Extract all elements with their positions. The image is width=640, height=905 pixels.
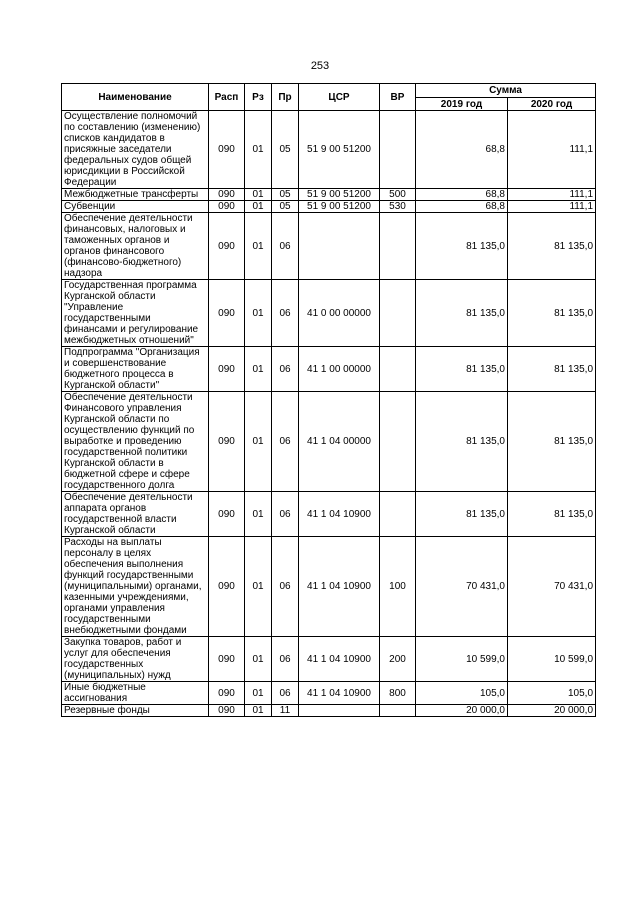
cell-2020: 20 000,0 — [508, 705, 596, 717]
cell-vr: 500 — [380, 189, 416, 201]
cell-csr: 41 1 04 10900 — [299, 682, 380, 705]
cell-pr: 06 — [272, 392, 299, 492]
cell-name: Обеспечение деятельности аппарата органов государственной власти Курганской области — [62, 492, 209, 537]
table-row — [62, 280, 596, 347]
cell-rz: 01 — [245, 201, 272, 213]
cell-rasp: 090 — [209, 347, 245, 392]
cell-vr: 800 — [380, 682, 416, 705]
header-sum: Сумма — [416, 84, 596, 98]
cell-pr: 05 — [272, 111, 299, 189]
cell-pr: 11 — [272, 705, 299, 717]
table-row — [62, 347, 596, 392]
cell-2020: 70 431,0 — [508, 537, 596, 637]
cell-2020: 105,0 — [508, 682, 596, 705]
cell-vr: 530 — [380, 201, 416, 213]
cell-rasp: 090 — [209, 637, 245, 682]
table-row — [62, 189, 596, 201]
cell-2019: 68,8 — [416, 189, 508, 201]
table-body — [62, 111, 596, 717]
cell-csr: 41 1 00 00000 — [299, 347, 380, 392]
cell-2019: 81 135,0 — [416, 280, 508, 347]
cell-vr — [380, 392, 416, 492]
cell-vr — [380, 111, 416, 189]
table-row — [62, 492, 596, 537]
cell-csr: 41 1 04 10900 — [299, 637, 380, 682]
cell-2019: 70 431,0 — [416, 537, 508, 637]
header-rasp: Расп — [209, 84, 245, 111]
cell-2020: 111,1 — [508, 189, 596, 201]
cell-rz: 01 — [245, 492, 272, 537]
cell-name: Резервные фонды — [62, 705, 209, 717]
cell-csr: 51 9 00 51200 — [299, 189, 380, 201]
cell-2020: 10 599,0 — [508, 637, 596, 682]
cell-csr: 41 0 00 00000 — [299, 280, 380, 347]
cell-vr — [380, 347, 416, 392]
budget-table — [61, 83, 596, 717]
cell-2019: 20 000,0 — [416, 705, 508, 717]
page-number: 253 — [310, 60, 330, 72]
cell-csr — [299, 705, 380, 717]
cell-rasp: 090 — [209, 392, 245, 492]
cell-pr: 05 — [272, 201, 299, 213]
table-row — [62, 682, 596, 705]
cell-2019: 105,0 — [416, 682, 508, 705]
cell-rz: 01 — [245, 189, 272, 201]
cell-2020: 81 135,0 — [508, 492, 596, 537]
cell-vr — [380, 280, 416, 347]
cell-2019: 81 135,0 — [416, 392, 508, 492]
header-vr: ВР — [380, 84, 416, 111]
cell-rz: 01 — [245, 347, 272, 392]
cell-name: Закупка товаров, работ и услуг для обеспечения государственных (муниципальных) нужд — [62, 637, 209, 682]
cell-csr: 41 1 04 10900 — [299, 537, 380, 637]
cell-rasp: 090 — [209, 537, 245, 637]
cell-vr — [380, 492, 416, 537]
cell-rz: 01 — [245, 537, 272, 637]
cell-pr: 05 — [272, 189, 299, 201]
cell-rz: 01 — [245, 111, 272, 189]
cell-csr — [299, 213, 380, 280]
cell-rz: 01 — [245, 682, 272, 705]
cell-pr: 06 — [272, 637, 299, 682]
cell-2019: 10 599,0 — [416, 637, 508, 682]
cell-name: Обеспечение деятельности Финансового управления Курганской области по осуществлению функций по выработке и проведению государственной политики Курганской области в бюджетной сфере и сфере государственного долга — [62, 392, 209, 492]
cell-name: Осуществление полномочий по составлению (изменению) списков кандидатов в присяжные заседатели федеральных судов общей юрисдикции в Российской Федерации — [62, 111, 209, 189]
cell-rz: 01 — [245, 637, 272, 682]
cell-2020: 81 135,0 — [508, 392, 596, 492]
table-row — [62, 201, 596, 213]
cell-rz: 01 — [245, 213, 272, 280]
cell-2020: 81 135,0 — [508, 213, 596, 280]
cell-rasp: 090 — [209, 213, 245, 280]
cell-rz: 01 — [245, 705, 272, 717]
table-row — [62, 111, 596, 189]
cell-rasp: 090 — [209, 189, 245, 201]
header-pr: Пр — [272, 84, 299, 111]
cell-csr: 51 9 00 51200 — [299, 111, 380, 189]
header-year-2020: 2020 год — [508, 98, 596, 111]
cell-rasp: 090 — [209, 682, 245, 705]
cell-pr: 06 — [272, 280, 299, 347]
cell-pr: 06 — [272, 537, 299, 637]
cell-rasp: 090 — [209, 705, 245, 717]
cell-2020: 111,1 — [508, 201, 596, 213]
cell-vr — [380, 705, 416, 717]
table-row — [62, 637, 596, 682]
cell-2019: 81 135,0 — [416, 492, 508, 537]
cell-2020: 81 135,0 — [508, 280, 596, 347]
cell-name: Межбюджетные трансферты — [62, 189, 209, 201]
cell-name: Субвенции — [62, 201, 209, 213]
cell-pr: 06 — [272, 682, 299, 705]
cell-csr: 51 9 00 51200 — [299, 201, 380, 213]
cell-name: Обеспечение деятельности финансовых, налоговых и таможенных органов и органов финансового (финансово-бюджетного) надзора — [62, 213, 209, 280]
header-csr: ЦСР — [299, 84, 380, 111]
header-name: Наименование — [62, 84, 209, 111]
table-row — [62, 705, 596, 717]
cell-2019: 81 135,0 — [416, 347, 508, 392]
cell-vr: 200 — [380, 637, 416, 682]
cell-2020: 111,1 — [508, 111, 596, 189]
cell-name: Государственная программа Курганской области "Управление государственными финансами и регулирование межбюджетных отношений" — [62, 280, 209, 347]
cell-name: Иные бюджетные ассигнования — [62, 682, 209, 705]
cell-rasp: 090 — [209, 492, 245, 537]
table-row — [62, 537, 596, 637]
cell-rasp: 090 — [209, 201, 245, 213]
table-row — [62, 392, 596, 492]
cell-rasp: 090 — [209, 111, 245, 189]
cell-2019: 68,8 — [416, 111, 508, 189]
cell-2019: 81 135,0 — [416, 213, 508, 280]
cell-csr: 41 1 04 00000 — [299, 392, 380, 492]
cell-name: Подпрограмма "Организация и совершенствование бюджетного процесса в Курганской области" — [62, 347, 209, 392]
header-rz: Рз — [245, 84, 272, 111]
cell-rz: 01 — [245, 392, 272, 492]
header-year-2019: 2019 год — [416, 98, 508, 111]
cell-vr — [380, 213, 416, 280]
cell-vr: 100 — [380, 537, 416, 637]
cell-rz: 01 — [245, 280, 272, 347]
cell-pr: 06 — [272, 213, 299, 280]
cell-2020: 81 135,0 — [508, 347, 596, 392]
table-row — [62, 213, 596, 280]
cell-pr: 06 — [272, 492, 299, 537]
cell-rasp: 090 — [209, 280, 245, 347]
cell-pr: 06 — [272, 347, 299, 392]
cell-2019: 68,8 — [416, 201, 508, 213]
cell-csr: 41 1 04 10900 — [299, 492, 380, 537]
cell-name: Расходы на выплаты персоналу в целях обеспечения выполнения функций государственными (муниципальными) органами, казенными учреждениями, органами управления государственными внебюджетными фондами — [62, 537, 209, 637]
